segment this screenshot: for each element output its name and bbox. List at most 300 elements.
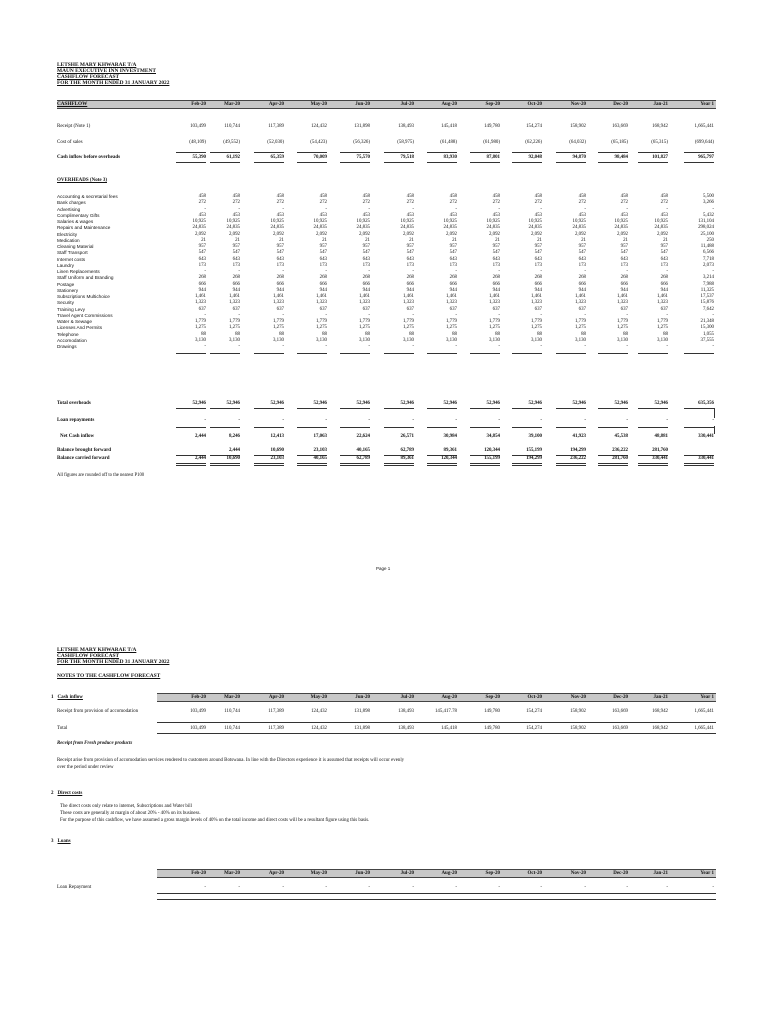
note1-receipt-row-value: 145,417.78 <box>434 709 457 714</box>
month-header: May-20 <box>310 102 327 107</box>
overhead-row-value: - <box>325 269 327 274</box>
note1-receipt-row-value: 149,780 <box>484 709 500 714</box>
overhead-row-value: 2,092 <box>574 231 586 237</box>
overhead-row-label: Medication <box>57 237 80 243</box>
note1-receipt-row <box>0 709 768 715</box>
overhead-row-value: 1,461 <box>616 294 628 299</box>
overhead-row-value: 88 <box>279 331 284 337</box>
overhead-row-value: 173 <box>449 262 457 268</box>
note1-number: 1 <box>51 695 54 700</box>
overhead-row-value: 173 <box>198 262 206 268</box>
month-header: Year 1 <box>700 695 714 700</box>
overhead-row-value: 1,779 <box>315 319 327 324</box>
overhead-row-value: 272 <box>492 200 500 206</box>
month-header: Sep-20 <box>485 695 500 700</box>
overhead-row <box>0 257 768 263</box>
loan-repayments-row-value: - <box>368 418 370 423</box>
overhead-row-value: - <box>238 206 240 212</box>
overhead-row-value: 88 <box>452 331 457 337</box>
overhead-row-value: - <box>282 344 284 349</box>
cost-of-sales-row-value: (62,226) <box>525 140 542 145</box>
overhead-row-value: - <box>455 269 457 274</box>
overhead-row-value: - <box>584 269 586 274</box>
note1-receipt-row-value: 124,432 <box>311 709 327 714</box>
total-underline <box>556 162 586 163</box>
overhead-row-value: 453 <box>232 212 240 218</box>
total-underline <box>684 162 714 163</box>
total-underline <box>638 152 668 153</box>
note1-total-row-value: 103,499 <box>190 726 206 731</box>
overhead-row-value: 21 <box>201 237 206 243</box>
overhead-row-value: 1,275 <box>530 325 542 331</box>
overhead-row-value: 268 <box>276 275 284 281</box>
overhead-row-value: 1,779 <box>616 319 628 324</box>
cost-of-sales-row-value: (58,975) <box>397 140 414 145</box>
overhead-row-value: 268 <box>620 275 628 281</box>
balance-bf-row-value: 23,103 <box>313 448 327 453</box>
overhead-row-value: 1,323 <box>315 300 327 306</box>
note1-header-bar <box>157 693 716 702</box>
table-header-bar <box>57 100 716 109</box>
overhead-row-value: - <box>282 269 284 274</box>
total-overheads-row-value: 52,946 <box>313 401 327 406</box>
overhead-row <box>0 294 768 300</box>
loan-repayments-row-value: - <box>204 418 206 423</box>
overhead-row-value: 10,925 <box>400 219 414 224</box>
loan-repayments-row-value: - <box>498 418 500 423</box>
total-overheads-row-value: 52,946 <box>226 401 240 406</box>
net-cash-inflow-row <box>0 434 768 440</box>
note3-loan-row-value: - <box>584 885 586 890</box>
overhead-row-value: 3,130 <box>656 337 668 343</box>
overhead-row-value: 1,275 <box>402 325 414 331</box>
balance-cf-row-value: 23,103 <box>270 456 284 461</box>
total-underline <box>176 152 206 153</box>
overhead-row-value: - <box>368 269 370 274</box>
overhead-row-value: - <box>540 206 542 212</box>
total-underline <box>427 152 457 153</box>
business-name: MAUN EXECUTIVE INN INVESTMENT <box>57 68 156 74</box>
total-underline <box>598 427 628 428</box>
overhead-row-value: - <box>712 344 714 349</box>
overhead-row-value: 666 <box>492 281 500 287</box>
month-header: Jan-21 <box>653 695 668 700</box>
total-underline <box>556 465 586 466</box>
note1-text: over the period under review <box>57 765 114 770</box>
overhead-row-value: 643 <box>362 256 370 262</box>
overhead-row-value: 1,323 <box>272 300 284 306</box>
overhead-row <box>0 300 768 306</box>
note1-title: Cash inflow <box>57 695 83 700</box>
overhead-row-value: 268 <box>492 275 500 281</box>
note3-rule <box>157 899 716 900</box>
overhead-row-value: 11,325 <box>700 287 714 293</box>
loan-repayments-row-value: - <box>584 418 586 423</box>
overhead-row-label: Repairs and Maintenance <box>57 225 111 231</box>
total-underline <box>254 427 284 428</box>
cash-inflow-before-row-label: Cash inflow before overheads <box>57 155 121 160</box>
net-cash-inflow-row-value: 8,246 <box>228 434 240 439</box>
overhead-row-value: 10,925 <box>226 219 240 224</box>
overhead-row-value: 272 <box>578 200 586 206</box>
total-overheads-row-value: 52,946 <box>443 401 457 406</box>
month-header: Nov-20 <box>570 102 586 107</box>
total-underline <box>210 408 240 409</box>
notes-document-title: CASHFLOW FORECAST <box>57 653 120 659</box>
overhead-row-value: 957 <box>198 244 206 249</box>
overhead-row-value: 458 <box>198 194 206 199</box>
total-underline <box>684 152 714 153</box>
overhead-row-value: 957 <box>578 244 586 249</box>
note1-total-row-value: 138,493 <box>398 726 414 731</box>
overhead-row-value: - <box>238 312 240 318</box>
loan-repayments-row-value: - <box>325 418 327 423</box>
overhead-row <box>0 269 768 275</box>
note1-total-row <box>0 726 768 732</box>
overhead-row <box>0 325 768 331</box>
overhead-row-value: 24,835 <box>572 225 586 231</box>
note2-title: Direct costs <box>57 791 83 796</box>
balance-bf-row-label: Balance brought forward <box>57 448 112 453</box>
note3-rule <box>157 893 716 894</box>
overhead-row-value: 643 <box>319 256 327 262</box>
total-underline <box>638 427 668 428</box>
overhead-row-value: - <box>412 344 414 349</box>
cost-of-sales-row-value: (48,109) <box>189 140 206 145</box>
total-underline <box>427 162 457 163</box>
overhead-row-value: 458 <box>362 194 370 199</box>
note3-heading <box>51 838 71 845</box>
overhead-row-value: 2,092 <box>445 231 457 237</box>
overhead-row-value: 458 <box>232 194 240 199</box>
overhead-row-value: 643 <box>534 256 542 262</box>
overhead-row-value: 944 <box>660 287 668 293</box>
overhead-row-value: 24,835 <box>313 225 327 231</box>
month-header: Oct-20 <box>527 871 542 876</box>
note1-rule <box>157 722 716 723</box>
total-underline <box>176 353 206 354</box>
total-underline <box>297 162 327 163</box>
overhead-row-value: 957 <box>232 244 240 249</box>
overhead-row-value: - <box>204 206 206 212</box>
overhead-row-value: 643 <box>276 256 284 262</box>
overhead-row-value: 944 <box>319 287 327 293</box>
overhead-row-value: 1,779 <box>402 319 414 324</box>
overhead-row-value: 10,925 <box>443 219 457 224</box>
overhead-row-value: 2,092 <box>272 231 284 237</box>
balance-cf-row-value: 155,199 <box>484 456 500 461</box>
total-underline <box>470 152 500 153</box>
overhead-row-value: 272 <box>620 200 628 206</box>
overhead-row-value: 2,092 <box>656 231 668 237</box>
overhead-row-value: - <box>584 206 586 212</box>
note1-rule <box>157 733 716 734</box>
overhead-row-value: 1,779 <box>488 319 500 324</box>
overhead-row-value: 643 <box>406 256 414 262</box>
note1-total-row-value: 158,902 <box>570 726 586 731</box>
overhead-row-value: 458 <box>534 194 542 199</box>
month-header: Aug-20 <box>441 695 457 700</box>
overhead-row-value: 24,835 <box>486 225 500 231</box>
overhead-row-value: 944 <box>406 287 414 293</box>
overhead-row-value: 268 <box>232 275 240 281</box>
overhead-row <box>0 332 768 338</box>
receipt-row <box>0 124 768 130</box>
total-underline <box>556 408 586 409</box>
overhead-row-value: 1,275 <box>194 325 206 331</box>
note1-receipt-row-value: 117,389 <box>268 709 284 714</box>
total-underline <box>470 427 500 428</box>
overhead-row-value: 1,275 <box>616 325 628 331</box>
month-header: Feb-20 <box>191 102 206 107</box>
month-header: Jun-20 <box>355 695 370 700</box>
cash-inflow-before-row-value: 101,827 <box>652 155 668 160</box>
overhead-row-value: 268 <box>319 275 327 281</box>
note2-heading <box>51 790 82 797</box>
loan-repayments-row-value: - <box>238 418 240 423</box>
total-underline <box>427 353 457 354</box>
overhead-row-value: 1,323 <box>228 300 240 306</box>
month-header: Jul-20 <box>400 102 414 107</box>
overhead-row <box>0 288 768 294</box>
note1-total-row-label: Total <box>57 726 68 731</box>
overhead-row-label: Licenses And Permits <box>57 325 103 331</box>
total-underline <box>638 465 668 466</box>
overhead-row-value: 88 <box>409 331 414 337</box>
overhead-row-value: 10,925 <box>270 219 284 224</box>
receipt-row-value: 149,780 <box>484 124 500 129</box>
note1-subhead: Receipt from Fresh produce products <box>57 741 133 746</box>
total-underline <box>254 152 284 153</box>
overhead-row-value: 17,537 <box>700 294 714 299</box>
month-header: Jan-21 <box>653 871 668 876</box>
balance-bf-row-value: 236,222 <box>612 448 628 453</box>
cash-inflow-before-row-value: 75,570 <box>356 155 370 160</box>
overhead-row-value: 2,092 <box>358 231 370 237</box>
overhead-row-value: 272 <box>660 200 668 206</box>
overhead-row-value: 88 <box>581 331 586 337</box>
note3-loan-row-value: - <box>498 885 500 890</box>
overhead-row-value: 24,835 <box>654 225 668 231</box>
overhead-row-value: 6,566 <box>702 250 714 256</box>
overhead-row-value: 458 <box>620 194 628 199</box>
overhead-row-value: 944 <box>534 287 542 293</box>
overhead-row-value: 173 <box>362 262 370 268</box>
overhead-row-value: 1,275 <box>315 325 327 331</box>
month-header: Jul-20 <box>400 695 414 700</box>
overhead-row-value: 272 <box>232 200 240 206</box>
overhead-row-value: 3,130 <box>616 337 628 343</box>
overhead-row-value: 1,461 <box>194 294 206 299</box>
total-overheads-row <box>0 401 768 407</box>
overhead-row-value: 21,348 <box>700 319 714 324</box>
total-underline <box>297 408 327 409</box>
overhead-row-value: 1,275 <box>228 325 240 331</box>
net-cash-inflow-row-value: 39,100 <box>528 434 542 439</box>
overhead-row-value: 666 <box>198 281 206 287</box>
cost-of-sales-row-value: (65,185) <box>611 140 628 145</box>
balance-cf-row-value: 281,760 <box>612 456 628 461</box>
month-header: Mar-20 <box>224 695 240 700</box>
overhead-row-value: - <box>666 269 668 274</box>
overhead-row-label: Telephone <box>57 331 79 337</box>
net-cash-inflow-row-value: 26,571 <box>400 434 414 439</box>
overhead-row-value: 944 <box>620 287 628 293</box>
overhead-row-value: 3,130 <box>402 337 414 343</box>
overhead-row <box>0 338 768 344</box>
total-underline <box>384 465 414 466</box>
overhead-row-label: Linen Replacements <box>57 269 100 274</box>
overhead-row-value: 21 <box>623 237 628 243</box>
note1-text: Receipt arise from provision of accomodation services rendered to customers around Botswana. In line with the Directors experience it is assumed that receipts will occur evenly <box>57 758 405 763</box>
month-header: Year 1 <box>700 871 714 876</box>
overhead-row-value: 944 <box>276 287 284 293</box>
overhead-row-label: Stationery <box>57 287 79 293</box>
total-underline <box>512 162 542 163</box>
overhead-row-value: 547 <box>319 250 327 256</box>
receipt-row-value: 124,432 <box>311 124 327 129</box>
overhead-row-value: 2,092 <box>194 231 206 237</box>
month-header: Aug-20 <box>441 871 457 876</box>
overhead-row-value: - <box>498 344 500 349</box>
overhead-row-value: 268 <box>534 275 542 281</box>
overhead-row-value: - <box>666 206 668 212</box>
overhead-row-value: 666 <box>620 281 628 287</box>
total-underline <box>340 465 370 466</box>
overhead-row-value: - <box>455 312 457 318</box>
loan-repayments-row-value: - <box>412 418 414 423</box>
cash-inflow-before-row-value: 98,484 <box>614 155 628 160</box>
overhead-row-value: 453 <box>578 212 586 218</box>
overhead-row-value: - <box>540 344 542 349</box>
receipt-row-value: 131,898 <box>354 124 370 129</box>
overhead-row-value: 11,488 <box>700 244 714 249</box>
notes-title: NOTES TO THE CASHFLOW FORECAST <box>57 673 161 679</box>
total-underline <box>176 162 206 163</box>
overhead-row-value: 1,461 <box>574 294 586 299</box>
overhead-row-value: - <box>584 344 586 349</box>
overhead-row-value: 1,323 <box>488 300 500 306</box>
note1-total-row-value: 131,898 <box>354 726 370 731</box>
overhead-row <box>0 200 768 206</box>
overhead-row-value: 1,779 <box>445 319 457 324</box>
total-underline <box>210 353 240 354</box>
receipt-row-value: 163,669 <box>612 124 628 129</box>
month-header: Dec-20 <box>613 695 628 700</box>
note3-loan-row-value: - <box>325 885 327 890</box>
overhead-row-value: 10,925 <box>192 219 206 224</box>
net-cash-inflow-row-value: 17,063 <box>313 434 327 439</box>
total-underline <box>176 408 206 409</box>
total-overheads-row-label: Total overheads <box>57 401 91 406</box>
overhead-row-value: 666 <box>276 281 284 287</box>
overhead-row-value: 453 <box>660 212 668 218</box>
month-header: Feb-20 <box>191 695 206 700</box>
total-underline <box>210 465 240 466</box>
note3-loan-row-value: - <box>282 885 284 890</box>
net-cash-inflow-row-value: 2,444 <box>194 434 206 439</box>
overhead-row-value: 547 <box>449 250 457 256</box>
overhead-row-value: 24,835 <box>528 225 542 231</box>
overhead-row-value: 547 <box>534 250 542 256</box>
overhead-row-value: 1,779 <box>358 319 370 324</box>
note1-total-row-value: 163,669 <box>612 726 628 731</box>
overhead-row-value: 957 <box>534 244 542 249</box>
note3-loan-row-value: - <box>540 885 542 890</box>
cash-inflow-before-row-value: 70,009 <box>313 155 327 160</box>
overhead-row-value: 24,835 <box>192 225 206 231</box>
total-underline <box>684 353 714 354</box>
total-underline <box>556 353 586 354</box>
note1-receipt-row-label: Receipt from provision of accomodation <box>57 709 139 714</box>
cash-inflow-before-row-value: 65,359 <box>270 155 284 160</box>
cash-inflow-before-row-value: 92,048 <box>528 155 542 160</box>
overhead-row-value: 1,461 <box>402 294 414 299</box>
note3-loan-row <box>0 885 768 891</box>
cash-inflow-before-row-value: 61,192 <box>226 155 240 160</box>
overhead-row-value: - <box>412 269 414 274</box>
note1-receipt-row-value: 168,942 <box>652 709 668 714</box>
overhead-row-value: 272 <box>276 200 284 206</box>
month-header: Nov-20 <box>570 871 586 876</box>
month-header: Oct-20 <box>527 695 542 700</box>
overhead-row-value: 643 <box>492 256 500 262</box>
total-underline <box>684 465 714 466</box>
total-underline <box>384 162 414 163</box>
total-underline <box>210 162 240 163</box>
cost-of-sales-row-value: (56,326) <box>353 140 370 145</box>
loan-repayments-row-value: - <box>626 418 628 423</box>
loan-repayments-row <box>0 418 768 424</box>
overhead-row-value: 2,092 <box>616 231 628 237</box>
total-underline <box>638 408 668 409</box>
note1-receipt-row-value: 103,499 <box>190 709 206 714</box>
overhead-row-value: 547 <box>362 250 370 256</box>
overhead-row <box>0 213 768 219</box>
overhead-row-value: 1,323 <box>616 300 628 306</box>
overhead-row-value: 637 <box>449 306 457 312</box>
month-header: Sep-20 <box>485 871 500 876</box>
overhead-row-value: 3,130 <box>194 337 206 343</box>
overhead-row-value: 24,835 <box>400 225 414 231</box>
overhead-row-value: 957 <box>620 244 628 249</box>
overhead-row-value: 2,092 <box>402 231 414 237</box>
overhead-row-label: Staff Uniform and Branding <box>57 275 114 281</box>
total-underline <box>598 408 628 409</box>
overhead-row-value: 1,461 <box>315 294 327 299</box>
overhead-row-label: Accomodation <box>57 337 87 343</box>
cash-inflow-before-row <box>0 155 768 161</box>
overhead-row-value: 21 <box>495 237 500 243</box>
total-underline <box>638 162 668 163</box>
overhead-row-value: - <box>712 206 714 212</box>
month-header: Jan-21 <box>653 102 668 107</box>
cost-of-sales-row-value: (52,030) <box>267 140 284 145</box>
overhead-row-value: 131,104 <box>698 219 714 224</box>
balance-cf-row-value: 330,441 <box>652 456 668 461</box>
overhead-row-value: - <box>584 312 586 318</box>
balance-bf-row-value: 194,299 <box>570 448 586 453</box>
overhead-row-value: - <box>540 312 542 318</box>
net-cash-inflow-row-value: 22,624 <box>356 434 370 439</box>
total-underline <box>556 427 586 428</box>
overhead-row-value: 458 <box>492 194 500 199</box>
overhead-row-value: 637 <box>578 306 586 312</box>
receipt-row-value: 154,274 <box>526 124 542 129</box>
overhead-row-value: 21 <box>409 237 414 243</box>
loan-repayments-row-value: - <box>540 418 542 423</box>
total-overheads-row-value: 52,946 <box>528 401 542 406</box>
